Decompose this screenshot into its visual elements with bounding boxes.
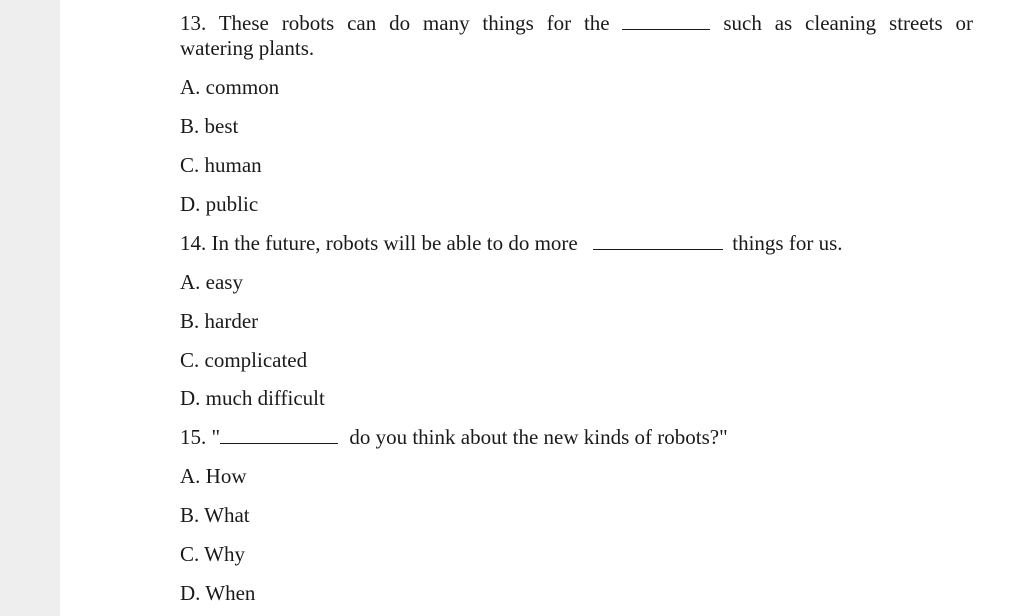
question-14-option-b[interactable]: B. harder (180, 309, 259, 333)
question-13-text-before: These robots can do many things for the (218, 11, 610, 35)
question-15-stem (180, 425, 728, 449)
question-13-option-b[interactable]: B. best (180, 114, 239, 138)
question-14-blank (593, 231, 723, 250)
question-14-text-after: things for us. (732, 231, 843, 255)
question-15-option-a[interactable]: A. How (180, 464, 247, 488)
question-15-option-d[interactable]: D. When (180, 581, 256, 605)
question-15-text-before: " (211, 425, 221, 449)
question-14-option-a[interactable]: A. easy (180, 270, 243, 294)
question-15-blank (220, 425, 338, 444)
question-13-option-a[interactable]: A. common (180, 75, 280, 99)
question-13-stem-continued: watering plants. (180, 36, 315, 60)
question-15-option-c[interactable]: C. Why (180, 542, 245, 566)
question-13-text-after: such as cleaning streets or (723, 11, 974, 35)
question-14-text-before: In the future, robots will be able to do more (211, 231, 578, 255)
question-13-option-d[interactable]: D. public (180, 192, 259, 216)
question-14-number: 14. (180, 231, 207, 255)
question-13-blank (622, 11, 710, 30)
left-margin (0, 0, 60, 616)
question-14-stem (180, 231, 843, 255)
question-13-option-c[interactable]: C. human (180, 153, 262, 177)
question-14-option-d[interactable]: D. much difficult (180, 386, 325, 410)
question-14-option-c[interactable]: C. complicated (180, 348, 308, 372)
question-15-option-b[interactable]: B. What (180, 503, 250, 527)
question-15-number: 15. (180, 425, 207, 449)
question-13-stem (180, 11, 973, 35)
question-13-number: 13. (180, 11, 207, 35)
question-15-text-after: do you think about the new kinds of robots?" (349, 425, 728, 449)
